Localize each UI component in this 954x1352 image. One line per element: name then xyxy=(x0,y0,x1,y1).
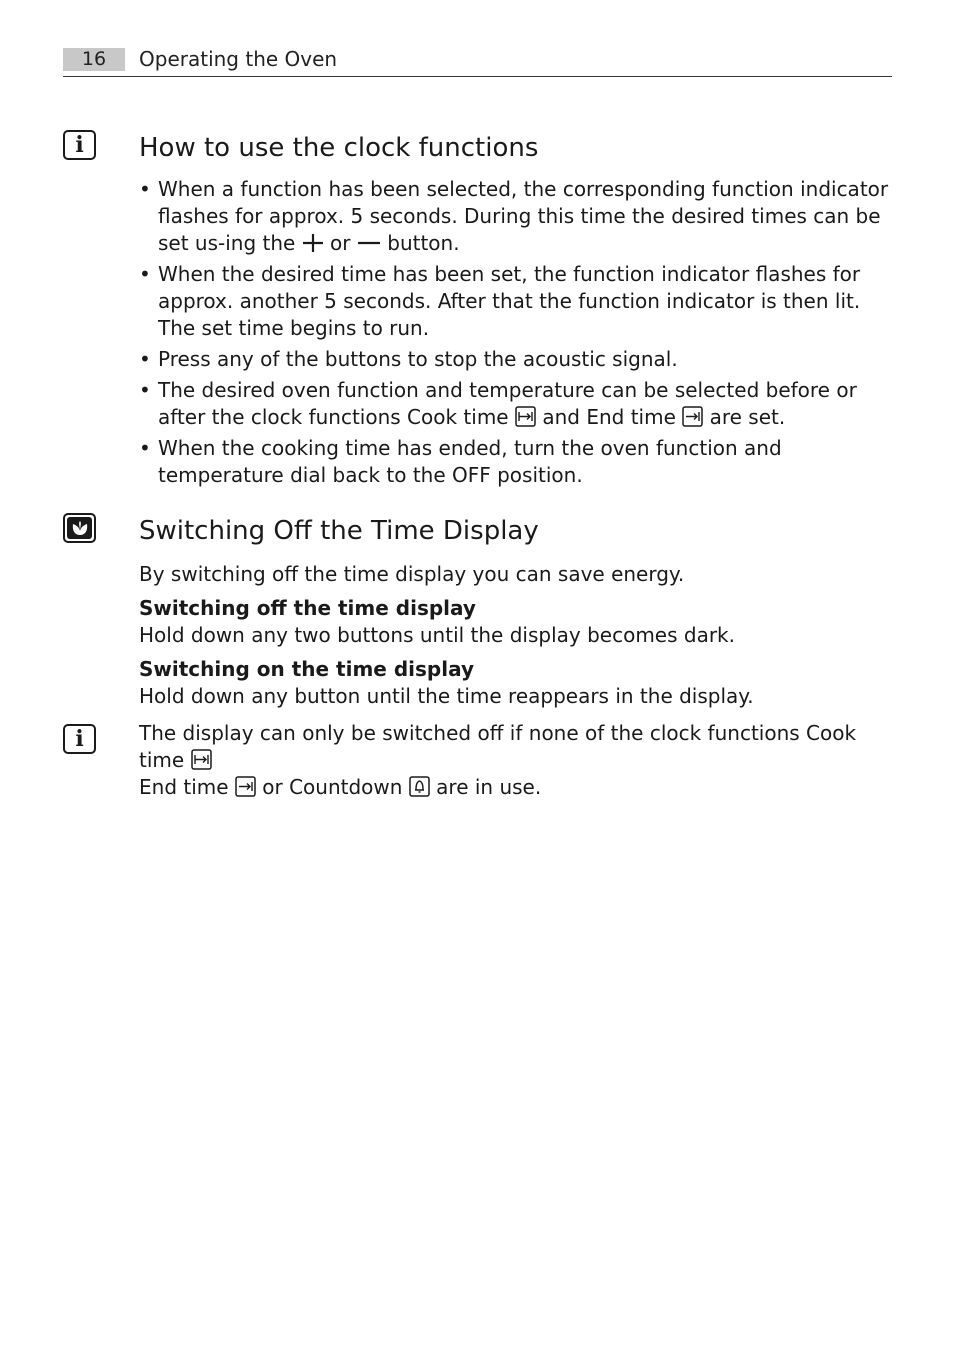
switch-off-text: Hold down any two buttons until the display becomes dark. xyxy=(139,623,735,647)
end-time-icon xyxy=(682,406,703,427)
list-item: • Press any of the buttons to stop the acoustic signal. xyxy=(139,346,894,373)
countdown-bell-icon xyxy=(409,776,430,797)
eco-leaf-icon xyxy=(63,513,96,543)
minus-icon xyxy=(357,233,381,253)
page-number: 16 xyxy=(63,48,125,71)
time-display-intro: By switching off the time display you can save energy. xyxy=(139,562,685,586)
info-icon: i xyxy=(63,724,96,754)
switch-on-heading: Switching on the time display xyxy=(139,657,474,681)
end-time-icon xyxy=(235,776,256,797)
header-section-title: Operating the Oven xyxy=(139,47,338,71)
switch-off-heading: Switching off the time display xyxy=(139,596,476,620)
list-item: • When the desired time has been set, the function indicator flashes for approx. another 5 seconds. After that the function indicator is then lit. The set time begins to run. xyxy=(139,261,894,342)
page-header xyxy=(63,46,892,77)
section-title-time-display: Switching Off the Time Display xyxy=(139,516,539,546)
switch-on-text: Hold down any button until the time reappears in the display. xyxy=(139,684,754,708)
plus-icon xyxy=(302,233,324,253)
cook-time-icon xyxy=(515,406,536,427)
list-item: • The desired oven function and temperature can be selected before or after the clock functions Cook time and End time are set. xyxy=(139,377,894,431)
info-icon: i xyxy=(63,130,96,160)
cook-time-icon xyxy=(191,749,212,770)
list-item: • When the cooking time has ended, turn the oven function and temperature dial back to the OFF position. xyxy=(139,435,894,489)
display-note: The display can only be switched off if none of the clock functions Cook time End time or Countdown are in use. xyxy=(139,721,857,799)
section-title-clock-functions: How to use the clock functions xyxy=(139,133,539,163)
clock-functions-list xyxy=(139,176,894,493)
list-item: • When a function has been selected, the corresponding function indicator flashes for approx. 5 seconds. During this time the desired times can be set us-ing the or button. xyxy=(139,176,894,257)
